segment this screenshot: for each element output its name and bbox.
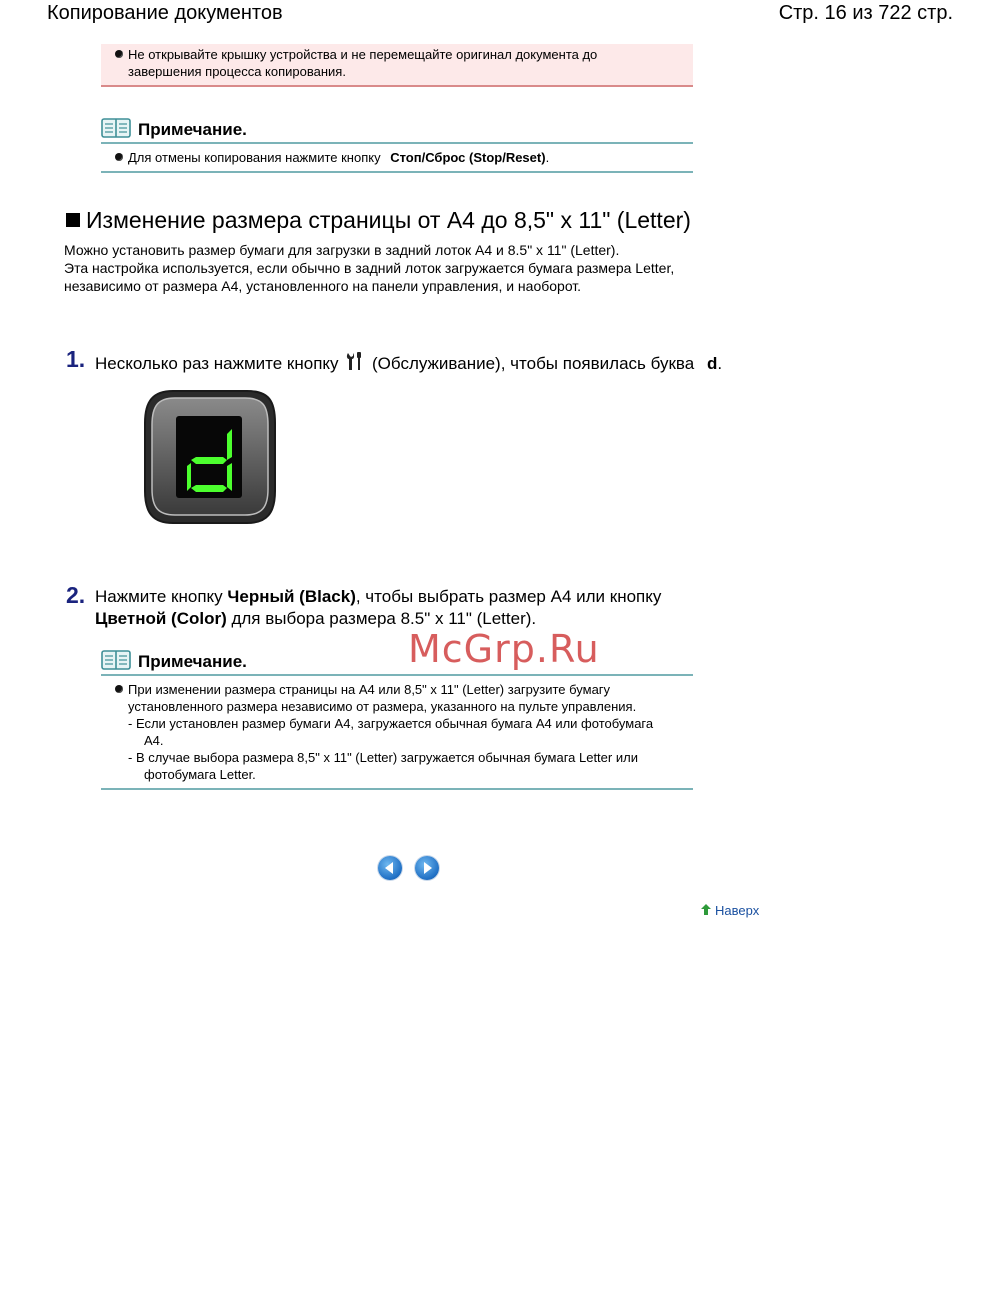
arrow-right-icon: [415, 856, 439, 880]
note-text: [128, 149, 549, 166]
section-heading: [66, 207, 691, 234]
intro-line: Эта настройка используется, если обычно в задний лоток загружается бумага размера Letter,: [64, 260, 675, 276]
lcd-display-image: [143, 389, 277, 525]
caution-line: завершения процесса копирования.: [128, 64, 346, 79]
color-button-label: Цветной (Color): [95, 609, 227, 628]
back-to-top-link[interactable]: [700, 903, 759, 918]
note-text-prefix: Для отмены копирования нажмите кнопку: [128, 150, 381, 165]
step-1-text: [95, 350, 722, 375]
note-line: фотобумага Letter.: [144, 767, 256, 782]
note-line: установленного размера независимо от размера, указанного на пульте управления.: [128, 699, 637, 714]
bullet-icon: [115, 50, 123, 58]
section-title-text: Изменение размера страницы от A4 до 8,5" x 11" (Letter): [86, 207, 691, 233]
note-text-suffix: .: [545, 150, 550, 165]
note-box-paper-size: [101, 649, 693, 791]
stop-reset-label: Стоп/Сброс (Stop/Reset): [390, 150, 546, 165]
note-divider: [101, 788, 693, 790]
note-divider: [101, 674, 693, 676]
back-to-top-label: Наверх: [715, 903, 760, 918]
square-bullet-icon: [66, 213, 80, 227]
note-line: - В случае выбора размера 8,5" x 11" (Letter) загружается обычная бумага Letter или: [128, 750, 638, 765]
book-icon: [101, 117, 131, 139]
step-2-line-1: [95, 586, 661, 608]
step-1-text-start: Несколько раз нажмите кнопку: [95, 354, 339, 373]
intro-line: независимо от размера A4, установленного на панели управления, и наоборот.: [64, 278, 582, 294]
arrow-left-icon: [378, 856, 402, 880]
step-number: 1.: [66, 346, 86, 372]
caution-line: Не открывайте крышку устройства и не перемещайте оригинал документа до: [128, 47, 598, 62]
black-button-label: Черный (Black): [227, 587, 356, 606]
letter-d: d: [706, 354, 718, 373]
bullet-icon: [115, 685, 123, 693]
arrow-up-icon: [700, 903, 712, 916]
header-doc-title: Копирование документов: [47, 2, 283, 24]
note-title: Примечание.: [138, 120, 247, 139]
note-divider: [101, 171, 693, 173]
bullet-icon: [115, 153, 123, 161]
maintenance-icon: [345, 350, 365, 372]
step-number: 2.: [66, 582, 86, 608]
intro-line: Можно установить размер бумаги для загрузки в задний лоток A4 и 8.5" x 11" (Letter).: [64, 242, 620, 258]
watermark: McGrp.Ru: [408, 627, 600, 671]
note-divider: [101, 142, 693, 144]
caution-text: [128, 46, 688, 80]
book-icon: [101, 649, 131, 671]
caution-box: [101, 44, 693, 87]
step-2-text-start: Нажмите кнопку: [95, 587, 223, 606]
note-box-cancel: [101, 117, 693, 173]
step-1-period: .: [717, 354, 723, 373]
step-2-text-end: для выбора размера 8.5" x 11" (Letter).: [231, 609, 537, 628]
note-line: - Если установлен размер бумаги A4, загружается обычная бумага A4 или фотобумага: [128, 716, 654, 731]
previous-page-button[interactable]: [378, 856, 402, 880]
header-page-counter: Стр. 16 из 722 стр.: [778, 2, 953, 24]
note-line: При изменении размера страницы на A4 или 8,5" x 11" (Letter) загрузите бумагу: [128, 682, 611, 697]
note-line: A4.: [144, 733, 164, 748]
note-title: Примечание.: [138, 652, 247, 671]
step-2-text-mid: , чтобы выбрать размер A4 или кнопку: [355, 587, 662, 606]
next-page-button[interactable]: [415, 856, 439, 880]
step-1-text-end: (Обслуживание), чтобы появилась буква: [372, 354, 695, 373]
